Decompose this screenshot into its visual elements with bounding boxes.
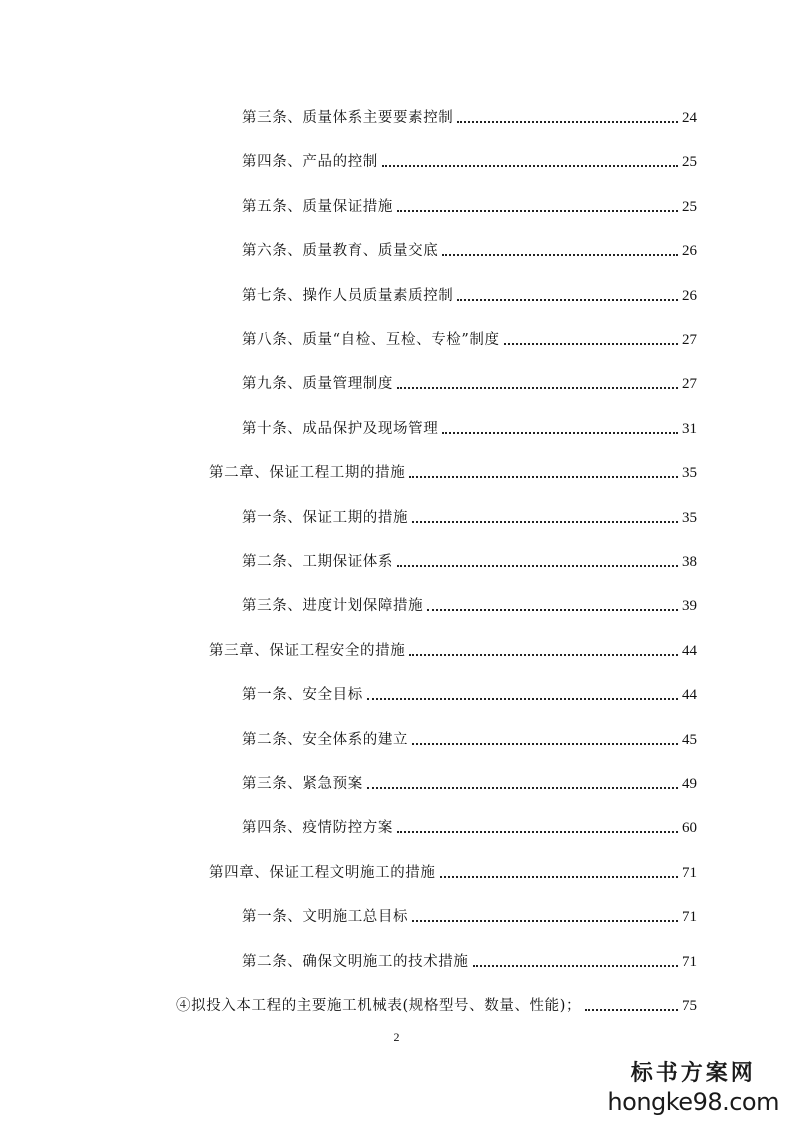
toc-entry-label: 第三条、质量体系主要要素控制 xyxy=(242,110,454,126)
toc-dot-leader xyxy=(442,254,678,256)
toc-entry-label: 第四章、保证工程文明施工的措施 xyxy=(209,864,436,881)
toc-entry[interactable] xyxy=(209,637,697,661)
toc-entry[interactable] xyxy=(242,903,697,927)
toc-entry-page: 60 xyxy=(682,820,697,837)
toc-entry[interactable] xyxy=(242,681,697,705)
toc-entry-label: 第二条、安全体系的建立 xyxy=(242,731,409,748)
toc-dot-leader xyxy=(397,387,678,389)
toc-entry-label: 第九条、质量管理制度 xyxy=(242,376,393,393)
toc-entry[interactable] xyxy=(242,104,697,128)
toc-entry-page: 35 xyxy=(682,509,697,526)
toc-entry[interactable] xyxy=(209,459,697,483)
toc-entry[interactable] xyxy=(209,859,697,883)
toc-entry-page: 45 xyxy=(682,731,697,748)
toc-dot-leader xyxy=(409,476,678,478)
toc-dot-leader xyxy=(367,698,678,700)
toc-entry-label: 第一条、安全目标 xyxy=(242,687,363,704)
toc-dot-leader xyxy=(504,343,678,345)
toc-entry-page: 26 xyxy=(682,243,697,260)
toc-dot-leader xyxy=(382,165,678,167)
toc-entry-label: 第二条、工期保证体系 xyxy=(242,554,393,570)
toc-entry-page: 39 xyxy=(682,598,697,615)
toc-entry-page: 25 xyxy=(682,198,697,215)
toc-entry-page: 31 xyxy=(682,420,697,437)
toc-entry-label: 第六条、质量教育、质量交底 xyxy=(242,243,439,260)
toc-entry-label: 第四条、疫情防控方案 xyxy=(242,820,393,837)
toc-entry-page: 27 xyxy=(682,332,697,348)
toc-dot-leader xyxy=(457,121,678,123)
toc-entry-page: 75 xyxy=(682,998,697,1014)
toc-entry-page: 38 xyxy=(682,554,697,570)
toc-dot-leader xyxy=(367,787,678,789)
toc-entry-label: 第五条、质量保证措施 xyxy=(242,198,393,215)
toc-entry-page: 71 xyxy=(682,864,697,881)
toc-entry-page: 71 xyxy=(682,953,697,970)
toc-entry-label: 第七条、操作人员质量素质控制 xyxy=(242,287,454,304)
toc-entry-label: 第一条、文明施工总目标 xyxy=(242,909,409,926)
toc-entry-page: 44 xyxy=(682,687,697,704)
toc-entry-label: 第三章、保证工程安全的措施 xyxy=(209,642,406,659)
toc-entry[interactable] xyxy=(242,282,697,306)
toc-entry[interactable] xyxy=(242,814,697,838)
toc-entry-label: 第三条、紧急预案 xyxy=(242,776,363,792)
toc-entry[interactable] xyxy=(242,770,697,794)
toc-dot-leader xyxy=(397,565,678,567)
toc-entry[interactable] xyxy=(242,504,697,528)
toc-entry-label: ④拟投入本工程的主要施工机械表(规格型号、数量、性能)； xyxy=(176,998,582,1014)
page-number: 2 xyxy=(393,1030,400,1044)
toc-entry[interactable] xyxy=(242,148,697,172)
toc-dot-leader xyxy=(397,831,678,833)
toc-entry-page: 49 xyxy=(682,776,697,792)
toc-dot-leader xyxy=(442,432,678,434)
toc-entry[interactable] xyxy=(242,237,697,261)
toc-dot-leader xyxy=(457,299,678,301)
toc-entry-label: 第八条、质量“自检、互检、专检”制度 xyxy=(242,332,500,348)
toc-entry-label: 第一条、保证工期的措施 xyxy=(242,509,409,526)
toc-entry-page: 35 xyxy=(682,465,697,482)
toc-entry-label: 第二章、保证工程工期的措施 xyxy=(209,465,406,482)
watermark-title: 标书方案网 xyxy=(630,1061,756,1086)
site-watermark xyxy=(607,1060,779,1116)
toc-entry-page: 26 xyxy=(682,287,697,304)
toc-dot-leader xyxy=(440,876,679,878)
toc-entry[interactable] xyxy=(242,415,697,439)
toc-dot-leader xyxy=(427,609,678,611)
toc-entry-label: 第二条、确保文明施工的技术措施 xyxy=(242,953,469,970)
toc-entry-label: 第三条、进度计划保障措施 xyxy=(242,598,424,615)
toc-dot-leader xyxy=(412,743,678,745)
toc-dot-leader xyxy=(412,521,678,523)
toc-dot-leader xyxy=(412,920,678,922)
toc-entry[interactable] xyxy=(242,726,697,750)
toc-entry[interactable] xyxy=(242,193,697,217)
toc-entry[interactable] xyxy=(242,326,697,350)
toc-entry-label: 第十条、成品保护及现场管理 xyxy=(242,420,439,437)
toc-entry[interactable] xyxy=(242,592,697,616)
toc-entry[interactable] xyxy=(176,992,697,1016)
toc-dot-leader xyxy=(409,654,678,656)
toc-dot-leader xyxy=(473,965,679,967)
toc-dot-leader xyxy=(397,210,678,212)
toc-dot-leader xyxy=(585,1009,678,1011)
toc-entry-label: 第四条、产品的控制 xyxy=(242,154,378,171)
toc-entry[interactable] xyxy=(242,548,697,572)
watermark-url: hongke98.com xyxy=(607,1088,779,1116)
toc-entry-page: 71 xyxy=(682,909,697,926)
toc-entry[interactable] xyxy=(242,370,697,394)
toc-entry-page: 24 xyxy=(682,110,697,126)
toc-entry-page: 44 xyxy=(682,642,697,659)
toc-entry-page: 27 xyxy=(682,376,697,393)
toc-entry-page: 25 xyxy=(682,154,697,171)
toc-entry[interactable] xyxy=(242,948,697,972)
